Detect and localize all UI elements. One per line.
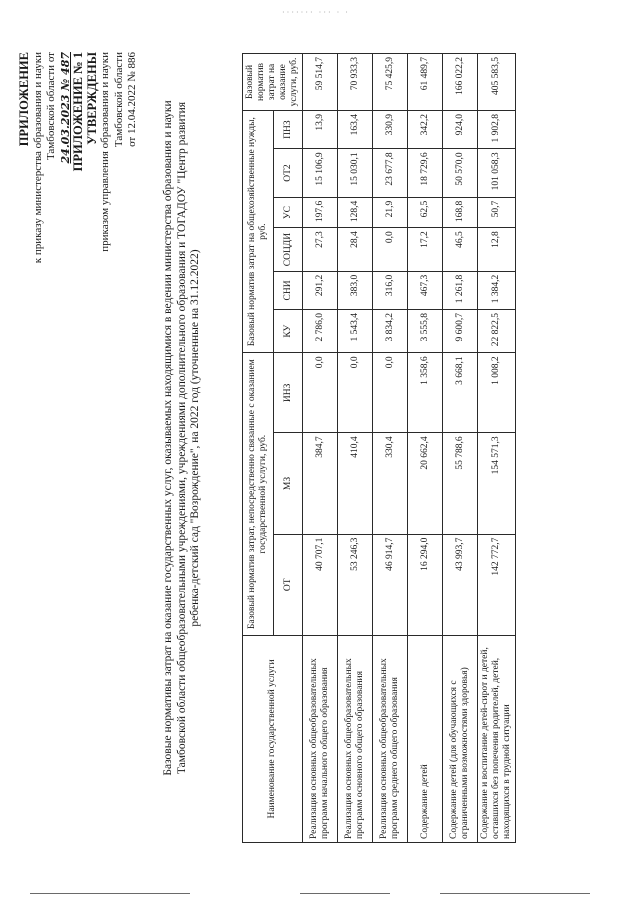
value-pnz: 342,2 [408, 111, 443, 149]
value-ot2: 101 058,3 [478, 149, 516, 197]
value-us: 50,7 [478, 197, 516, 228]
value-us: 62,5 [408, 197, 443, 228]
value-sni: 383,0 [338, 271, 373, 309]
service-name: Реализация основных общеобразовательных программ среднего общего образования [373, 636, 408, 843]
value-ot: 46 914,7 [373, 534, 408, 635]
value-socdi: 17,2 [408, 228, 443, 272]
value-sni: 467,3 [408, 271, 443, 309]
approved-by: приказом управления образования и науки [99, 52, 111, 252]
service-name: Реализация основных общеобразовательных программ начального общего образования [303, 636, 338, 843]
value-us: 21,9 [373, 197, 408, 228]
value-ot: 53 246,3 [338, 534, 373, 635]
value-socdi: 28,4 [338, 228, 373, 272]
header-col-ot2: ОТ2 [274, 149, 303, 197]
title-line-3: ребенка-детский сад "Возрождение", на 2022 год (уточненные на 31.12.2022) [189, 249, 201, 627]
header-col-pnz: ПНЗ [274, 111, 303, 149]
value-pnz: 13,9 [303, 111, 338, 149]
value-ot2: 18 729,6 [408, 149, 443, 197]
order-reference: к приказу министерства образования и науки [31, 52, 44, 264]
value-us: 128,4 [338, 197, 373, 228]
header-direct-costs: Базовый норматив затрат, непосредственно связанные с оказанием государственной услуги, руб. [243, 353, 274, 636]
value-us: 197,6 [303, 197, 338, 228]
value-ot2: 23 677,8 [373, 149, 408, 197]
rotated-page [0, 38, 640, 898]
value-pnz: 924,0 [443, 111, 478, 149]
approval-header [18, 52, 140, 472]
order-region: Тамбовской области от [45, 52, 57, 161]
title-line-1: Базовые нормативы затрат на оказание государственных услуг, оказываемых находящимися в ведении министерства образования и науки [162, 100, 174, 776]
value-inz: 3 668,1 [443, 353, 478, 433]
value-inz: 0,0 [373, 353, 408, 433]
value-mz: 20 662,4 [408, 433, 443, 534]
table-row [303, 54, 338, 843]
header-col-ot: ОТ [274, 534, 303, 635]
header-col-inz: ИНЗ [274, 353, 303, 433]
scan-edge-line [30, 893, 190, 894]
table-header-row [243, 54, 274, 843]
value-ot2: 15 106,9 [303, 149, 338, 197]
value-socdi: 27,3 [303, 228, 338, 272]
appendix-number: ПРИЛОЖЕНИЕ № 1 [71, 52, 85, 172]
approved-date: от 12.04.2022 № 886 [126, 52, 138, 147]
value-mz: 384,7 [303, 433, 338, 534]
value-total: 166 022,2 [443, 54, 478, 111]
value-sni: 316,0 [373, 271, 408, 309]
scan-edge-line [300, 893, 390, 894]
value-ku: 3 555,8 [408, 310, 443, 353]
value-socdi: 12,8 [478, 228, 516, 272]
value-total: 59 514,7 [303, 54, 338, 111]
header-general-costs: Базовый норматив затрат на общехозяйственные нужды, руб. [243, 111, 274, 353]
value-ot: 40 707,1 [303, 534, 338, 635]
value-socdi: 46,5 [443, 228, 478, 272]
value-us: 168,8 [443, 197, 478, 228]
table-row [338, 54, 373, 843]
value-pnz: 330,9 [373, 111, 408, 149]
value-pnz: 163,4 [338, 111, 373, 149]
value-sni: 1 384,2 [478, 271, 516, 309]
value-mz: 330,4 [373, 433, 408, 534]
service-name: Содержание детей [408, 636, 443, 843]
value-pnz: 1 902,8 [478, 111, 516, 149]
value-mz: 55 788,6 [443, 433, 478, 534]
order-date-line [45, 52, 72, 472]
value-ot: 142 772,7 [478, 534, 516, 635]
value-inz: 0,0 [338, 353, 373, 433]
header-total: Базовый норматив затрат на оказание услуги, руб. [243, 54, 303, 111]
value-sni: 1 261,8 [443, 271, 478, 309]
value-inz: 1 008,2 [478, 353, 516, 433]
value-total: 405 583,5 [478, 54, 516, 111]
value-inz: 0,0 [303, 353, 338, 433]
scan-edge-line [440, 893, 590, 894]
value-socdi: 0,0 [373, 228, 408, 272]
value-total: 75 425,9 [373, 54, 408, 111]
table-row [408, 54, 443, 843]
table-row [443, 54, 478, 843]
header-col-socdi: СОЦДИ [274, 228, 303, 272]
value-ku: 3 834,2 [373, 310, 408, 353]
document-title [162, 48, 203, 828]
service-name: Содержание детей (для обучающихся с ограниченными возможностями здоровья) [443, 636, 478, 843]
service-name: Реализация основных общеобразовательных программ основного общего образования [338, 636, 373, 843]
approved-label: УТВЕРЖДЕНЫ [84, 52, 99, 145]
value-mz: 410,4 [338, 433, 373, 534]
value-ku: 22 822,5 [478, 310, 516, 353]
header-col-mz: МЗ [274, 433, 303, 534]
title-line-2: Тамбовской области общеобразовательными учреждениями, учреждениями дополнительного образования и ТОГАДОУ "Центр развития [175, 101, 188, 775]
header-col-ku: КУ [274, 310, 303, 353]
table-row [478, 54, 516, 843]
value-inz: 1 358,6 [408, 353, 443, 433]
value-ku: 2 786,0 [303, 310, 338, 353]
value-ot2: 15 030,1 [338, 149, 373, 197]
value-ku: 9 600,7 [443, 310, 478, 353]
scan-artifact: ······· ··· · · [282, 8, 350, 17]
value-ot: 16 294,0 [408, 534, 443, 635]
service-name: Содержание и воспитание детей-сирот и детей, оставшихся без попечения родителей, детей, находящихся в трудной ситуации [478, 636, 516, 843]
approved-region: Тамбовской области [112, 52, 125, 148]
header-col-sni: СНИ [274, 271, 303, 309]
table-row [373, 54, 408, 843]
value-ku: 1 543,4 [338, 310, 373, 353]
value-total: 61 489,7 [408, 54, 443, 111]
header-col-us: УС [274, 197, 303, 228]
value-ot: 43 993,7 [443, 534, 478, 635]
value-total: 70 933,3 [338, 54, 373, 111]
header-service-name: Наименование государственной услуги [243, 636, 303, 843]
value-mz: 154 571,3 [478, 433, 516, 534]
value-ot2: 50 570,0 [443, 149, 478, 197]
handwritten-date-number: 24.03.2023 № 487 [58, 52, 72, 164]
value-sni: 291,2 [303, 271, 338, 309]
normatives-table [242, 53, 516, 843]
appendix-label: ПРИЛОЖЕНИЕ [17, 52, 31, 147]
